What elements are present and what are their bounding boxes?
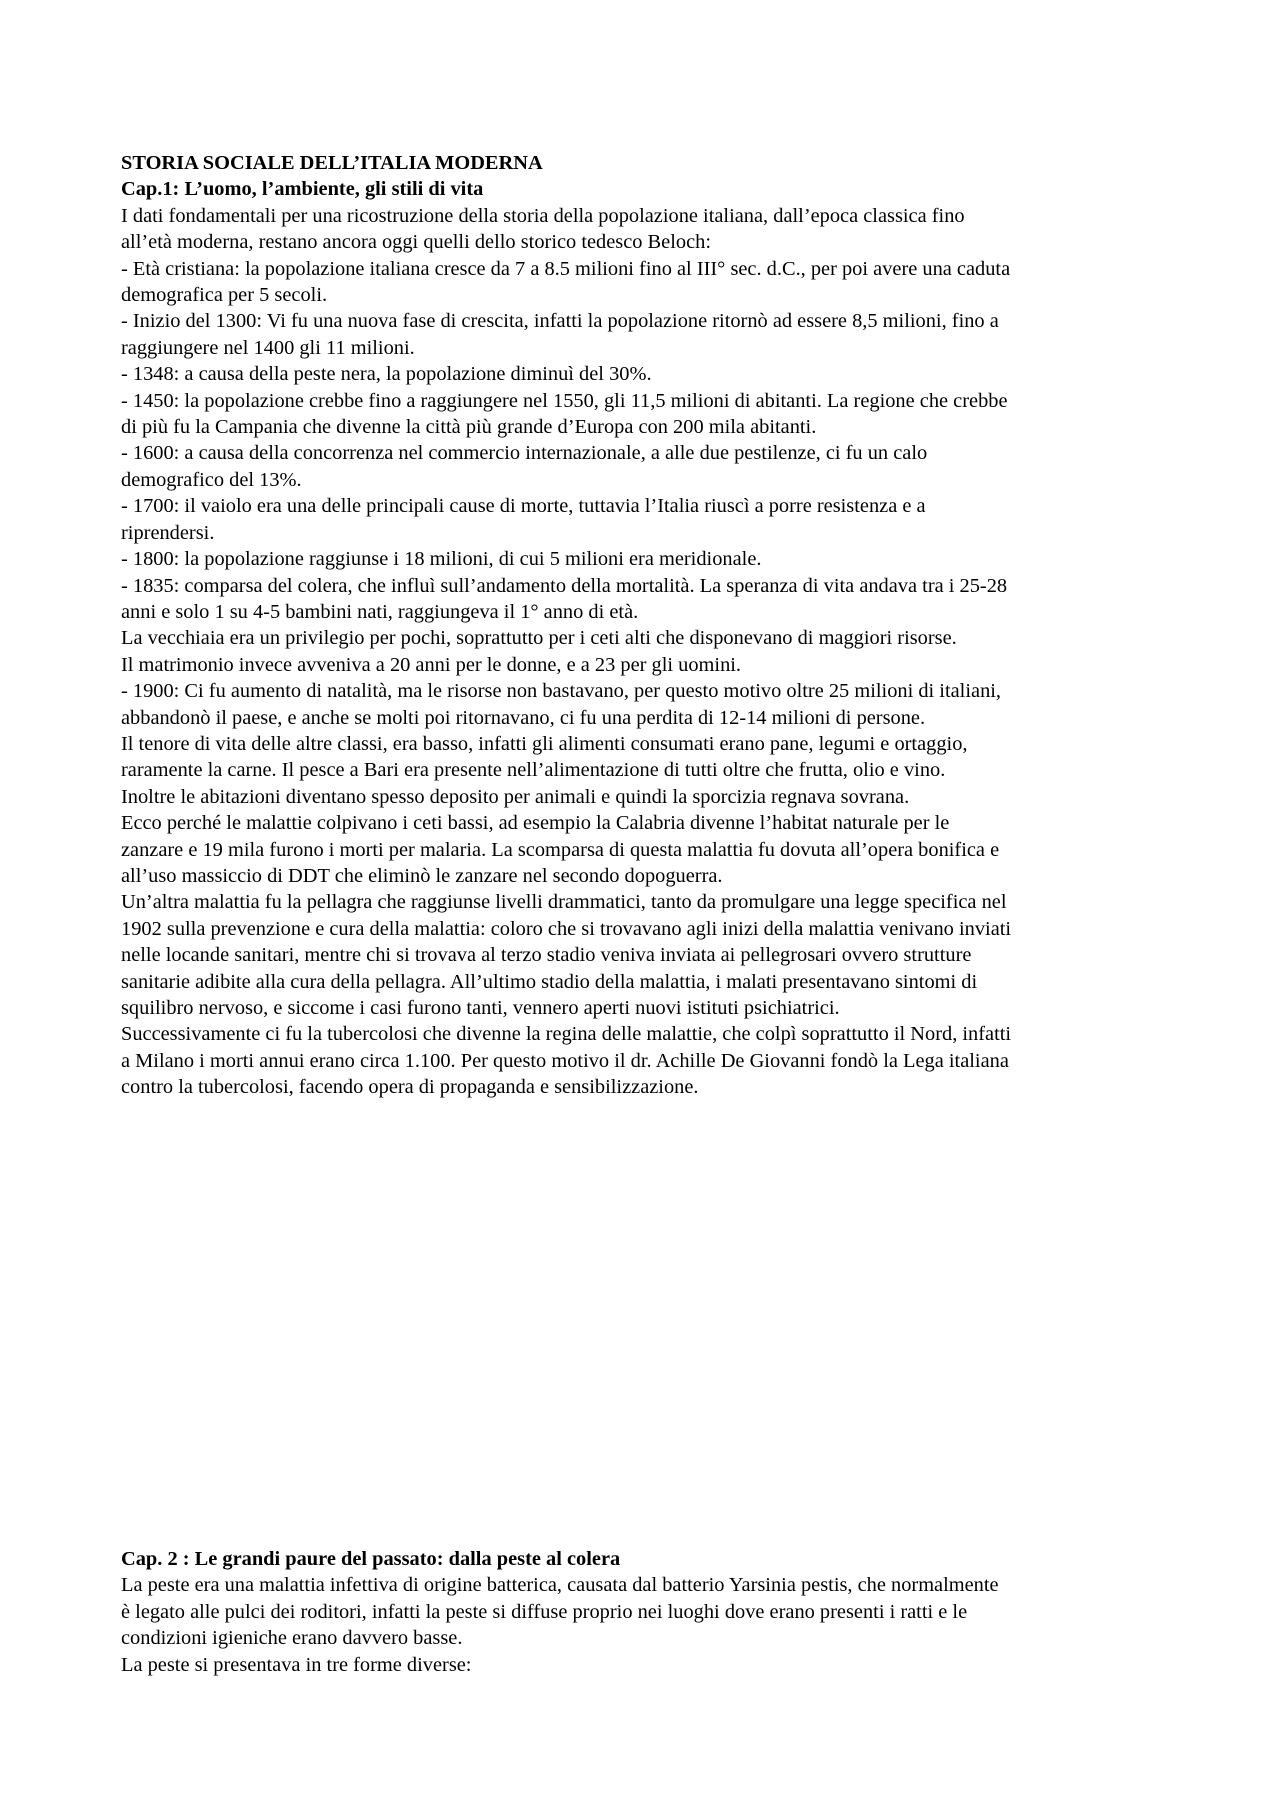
paragraph: La peste si presentava in tre forme diverse:	[121, 1653, 472, 1676]
paragraph: Il tenore di vita delle altre classi, era basso, infatti gli alimenti consumati erano pane, legumi e ortaggio, raramente la carne. Il pesce a Bari era presente nell’alimentazione di tutti oltre che frutta, olio e vino.	[121, 732, 968, 782]
paragraph: - 1900: Ci fu aumento di natalità, ma le risorse non bastavano, per questo motivo oltre 25 milioni di italiani, abbandonò il paese, e anche se molti poi ritornavano, ci fu una perdita di 12-14 milioni di persone.	[121, 680, 1002, 729]
paragraph: - 1700: il vaiolo era una delle principali cause di morte, tuttavia l’Italia riuscì a porre resistenza e a riprendersi.	[121, 495, 926, 544]
paragraph: - 1835: comparsa del colera, che influì sull’andamento della mortalità. La speranza di vita andava tra i 25-28 anni e solo 1 su 4-5 bambini nati, raggiungeva il 1° anno di età.	[121, 574, 1008, 623]
paragraph: - Età cristiana: la popolazione italiana cresce da 7 a 8.5 milioni fino al III° sec. d.C., per poi avere una caduta demografica per 5 secoli.	[121, 257, 1011, 307]
chapter-1-heading: Cap.1: L’uomo, l’ambiente, gli stili di vita	[121, 178, 484, 201]
chapter-2-section	[121, 1546, 1166, 1678]
paragraph: Un’altra malattia fu la pellagra che raggiunse livelli drammatici, tanto da promulgare una legge specifica nel 1902 sulla prevenzione e cura della malattia: coloro che si trovavano agli inizi della malattia venivano inviati nelle locande sanitari, mentre chi si trovava al terzo stadio veniva inviata ai pellegrosari ovvero strutture sanitarie adibite alla cura della pellagra. All’ultimo stadio della malattia, i malati presentavano sintomi di squilibro nervoso, e siccome i casi furono tanti, vennero aperti nuovi istituti psichiatrici.	[121, 891, 1012, 1019]
paragraph: - 1348: a causa della peste nera, la popolazione diminuì del 30%.	[121, 363, 652, 386]
paragraph: - 1800: la popolazione raggiunse i 18 milioni, di cui 5 milioni era meridionale.	[121, 548, 762, 571]
paragraph: - 1600: a causa della concorrenza nel commercio internazionale, a alle due pestilenze, ci fu un calo demografico del 13%.	[121, 442, 928, 491]
paragraph: Il matrimonio invece avveniva a 20 anni per le donne, e a 23 per gli uomini.	[121, 653, 742, 676]
paragraph: La vecchiaia era un privilegio per pochi, soprattutto per i ceti alti che disponevano di maggiori risorse.	[121, 627, 957, 650]
paragraph: - 1450: la popolazione crebbe fino a raggiungere nel 1550, gli 11,5 milioni di abitanti. La regione che crebbe di più fu la Campania che divenne la città più grande d’Europa con 200 mila abitanti.	[121, 389, 1008, 439]
chapter-1-section	[121, 150, 1166, 1101]
paragraph: Successivamente ci fu la tubercolosi che divenne la regina delle malattie, che colpì soprattutto il Nord, infatti a Milano i morti annui erano circa 1.100. Per questo motivo il dr. Achille De Giovanni fondò la Lega italiana contro la tubercolosi, facendo opera di propaganda e sensibilizzazione.	[121, 1023, 1012, 1099]
chapter-2-heading: Cap. 2 : Le grandi paure del passato: dalla peste al colera	[121, 1548, 621, 1570]
document-title: STORIA SOCIALE DELL’ITALIA MODERNA	[121, 152, 543, 174]
paragraph: I dati fondamentali per una ricostruzione della storia della popolazione italiana, dall’epoca classica fino all’età moderna, restano ancora oggi quelli dello storico tedesco Beloch:	[121, 204, 965, 254]
paragraph: La peste era una malattia infettiva di origine batterica, causata dal batterio Yarsinia pestis, che normalmente è legato alle pulci dei roditori, infatti la peste si diffuse proprio nei luoghi dove erano presenti i ratti e le condizioni igieniche erano davvero basse.	[121, 1574, 999, 1650]
paragraph: Inoltre le abitazioni diventano spesso deposito per animali e quindi la sporcizia regnava sovrana.	[121, 785, 910, 808]
paragraph: Ecco perché le malattie colpivano i ceti bassi, ad esempio la Calabria divenne l’habitat naturale per le zanzare e 19 mila furono i morti per malaria. La scomparsa di questa malattia fu dovuta all’opera bonifica e all’uso massiccio di DDT che eliminò le zanzare nel secondo dopoguerra.	[121, 812, 1000, 887]
paragraph: - Inizio del 1300: Vi fu una nuova fase di crescita, infatti la popolazione ritornò ad essere 8,5 milioni, fino a raggiungere nel 1400 gli 11 milioni.	[121, 310, 999, 359]
